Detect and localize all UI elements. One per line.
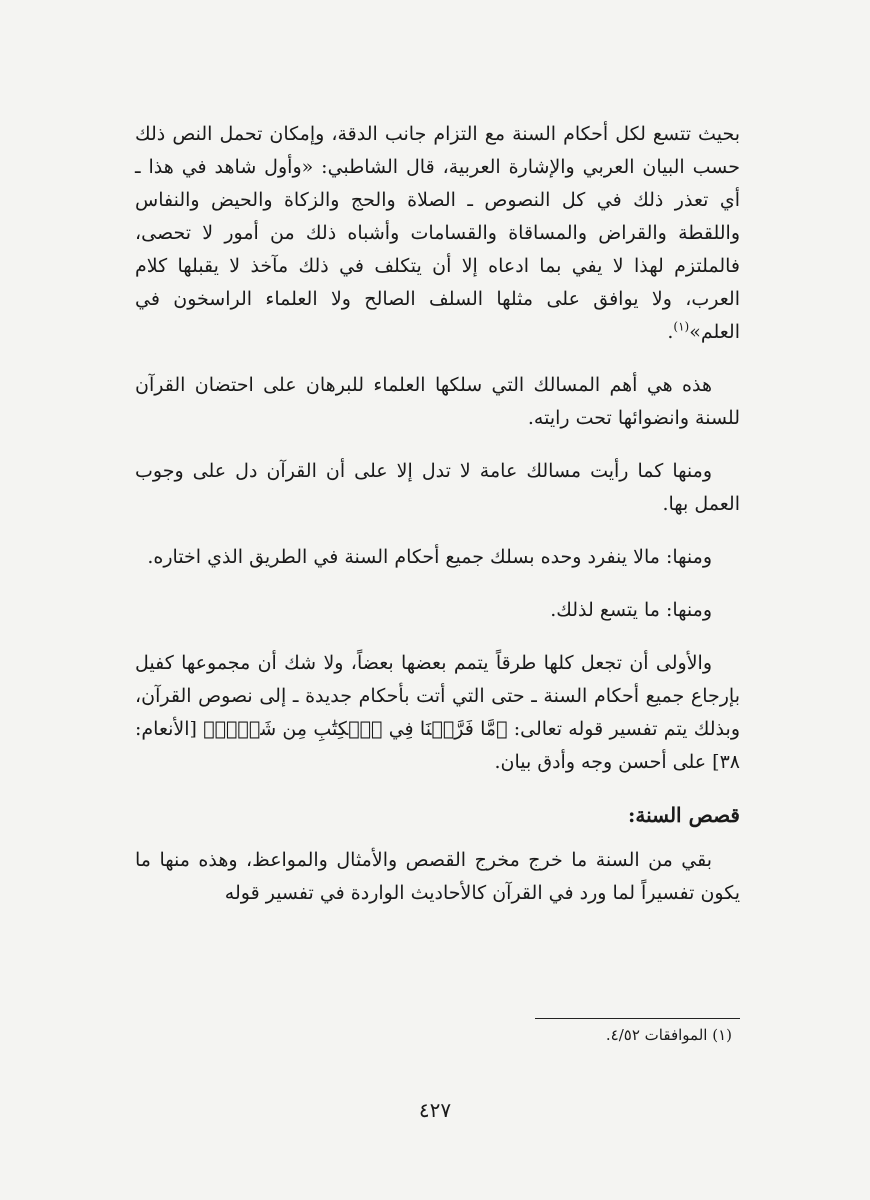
paragraph-shatibi-quote: بحيث تتسع لكل أحكام السنة مع التزام جانب الدقة، وإمكان تحمل النص ذلك حسب البيان العربي والإشارة العربية، قال الشاطبي: «وأول شاهد في هذا ـ أي تعذر ذلك في كل النصوص ـ الصلاة والحج والزكاة والحيض والنفاس واللقطة والقراض والمساقاة والقسامات وأشباه ذلك من أمور لا تحصى، فالملتزم لهذا لا يفي بما ادعاه إلا أن يتكلف في ذلك مآخذ لا يقبلها كلام العرب، ولا يوافق على مثلها السلف الصالح ولا العلماء الراسخون في العلم»$^{(١)}$. xyxy=(135,123,740,343)
page-number: ٤٢٧ xyxy=(418,1098,452,1122)
paragraph-partial-paths: ومنها: مالا ينفرد وحده بسلك جميع أحكام السنة في الطريق الذي اختاره. xyxy=(147,546,712,568)
body-text xyxy=(135,118,740,930)
footnote-reference: (١) xyxy=(673,319,690,334)
paragraph-broad-paths: ومنها: ما يتسع لذلك. xyxy=(550,599,712,621)
paragraph-summary: هذه هي أهم المسالك التي سلكها العلماء للبرهان على احتضان القرآن للسنة وانضوائها تحت رايته. xyxy=(135,374,740,429)
paragraph-conclusion: والأولى أن تجعل كلها طرقاً يتمم بعضها بعضاً، ولا شك أن مجموعها كفيل بإرجاع جميع أحكام السنة ـ حتى التي أتت بأحكام جديدة ـ إلى نصوص القرآن، وبذلك يتم تفسير قوله تعالى: ﴿مَّا فَرَّطۡنَا فِي ٱلۡكِتَٰبِ مِن شَيۡءٖ﴾ [الأنعام: ٣٨] على أحسن وجه وأدق بيان. xyxy=(135,652,740,773)
paragraph-stories: بقي من السنة ما خرج مخرج القصص والأمثال والمواعظ، وهذه منها ما يكون تفسيراً لما ورد في القرآن كالأحاديث الواردة في تفسير قوله xyxy=(135,849,740,904)
section-heading: قصص السنة: xyxy=(627,803,740,827)
footnote: (١) الموافقات ٤/٥٢. xyxy=(605,1026,732,1044)
paragraph-general-paths: ومنها كما رأيت مسالك عامة لا تدل إلا على أن القرآن دل على وجوب العمل بها. xyxy=(135,460,740,515)
footnote-divider xyxy=(535,1018,740,1019)
